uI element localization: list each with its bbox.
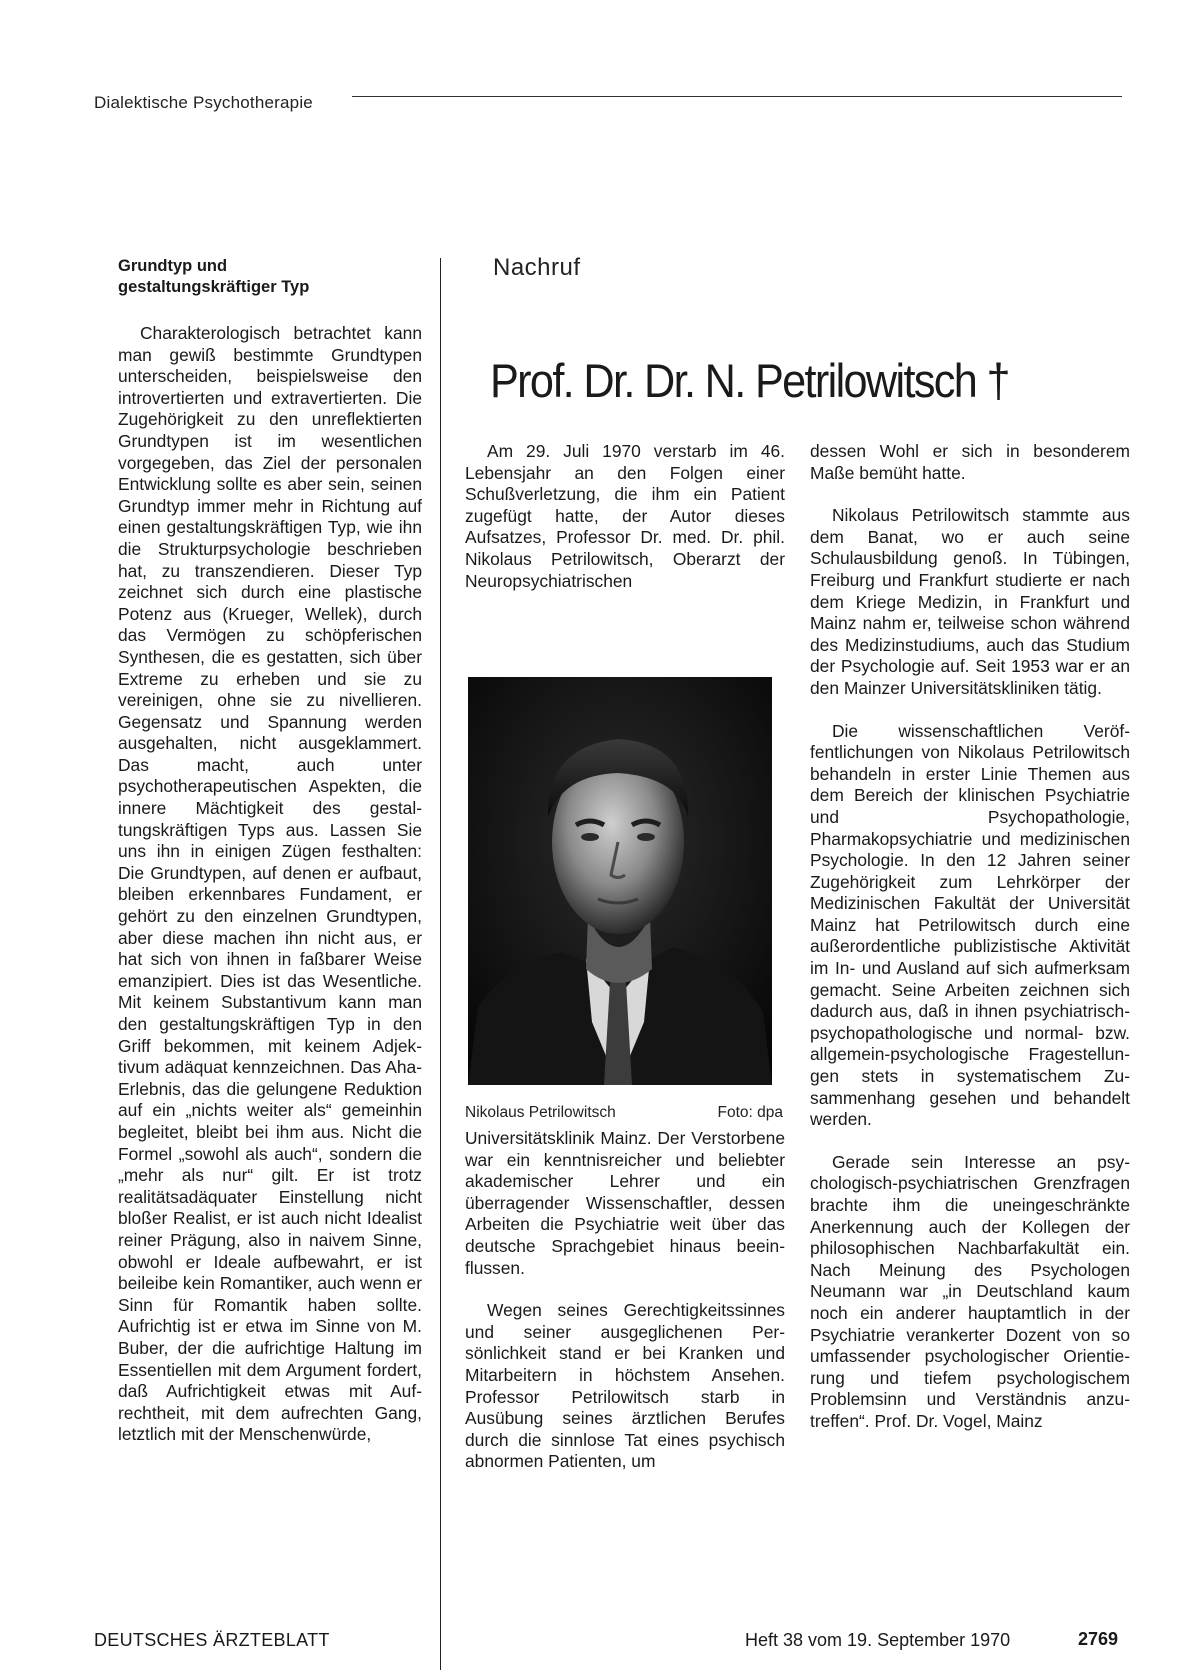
footer-journal: DEUTSCHES ÄRZTEBLATT — [94, 1630, 330, 1650]
page-number: 2769 — [1078, 1629, 1119, 1649]
footer-issue: Heft 38 vom 19. September 1970 — [745, 1630, 1011, 1650]
middle-paragraph-1: Am 29. Juli 1970 verstarb im 46. Lebensjahr an den Folgen einer Schußverletzung, die ihm ein Patient zugefügt hatte, der Autor dieses Aufsatzes, Professor Dr. med. Dr. phil. Nikolaus Petrilowitsch, Oberarzt der Neuropsychiatrischen — [465, 441, 785, 591]
photo-caption — [465, 1104, 783, 1122]
right-paragraph-3: Die wissenschaftlichen Veröffentlichungen von Nikolaus Petrilowitsch behandeln in erster Linie Themen aus dem Bereich der klinischen Psychiatrie und Psychopathologie, Pharmakopsychiatrie und medizinischen Psychologie. In den 12 Jahren seiner Zugehörigkeit zum Lehrkörper der Medizinischen Fakultät der Universität Mainz hat Petrilowitsch durch eine außerordentliche publizistische Aktivität im In- und Ausland auf sich aufmerksam gemacht. Seine Arbeiten zeichnen sich dadurch aus, daß in ihnen psychiatrisch-psychopathologische und normal- bzw. allgemein-psychologische Fragestellungen stets in systematischem Zusammenhang gesehen und behandelt werden. — [810, 720, 1130, 1130]
caption-credit: Foto: dpa — [717, 1104, 783, 1121]
left-paragraph-1: Charakterologisch betrachtet kann man gewiß bestimmte Grundtypen unterscheiden, beispielsweise den introvertierten und extravertierten. Die Zugehörigkeit zu den unreflektierten Grundtypen ist im wesentlichen vorgegeben, das Ziel der personalen Entwicklung sollte es aber sein, seinen Grundtyp immer mehr in Richtung auf einen gestaltungskräftigen Typ, wie ihn die Strukturpsychologie beschrieben hat, zu transzendieren. Dieser Typ zeichnet sich durch eine plastische Potenz aus (Krueger, Wellek), durch das Vermögen zu schöpferischen Synthesen, die es gestatten, sich über Extreme zu erheben und sie zu vereinigen, ohne sie zu nivellieren. Gegensatz und Spannung werden ausgehalten, nicht ausgeklammert. Das macht, auch unter psychotherapeutischen Aspekten, die innere Mächtigkeit des gestaltungskräftigen Typs aus. Lassen Sie uns ihn in einigen Zügen festhalten: Die Grundtypen, auf denen er aufbaut, bleiben erkennbares Fundament, er gehört zu den einzelnen Grundtypen, aber diese machen ihn nicht aus, er hat sich von ihnen in faßbarer Weise emanzipiert. Dies ist das Wesentliche. Mit keinem Substantivum kann man den gestaltungskräftigen Typ in den Griff bekommen, mit keinem Adjektivum adäquat kennzeichnen. Das Aha-Erlebnis, das die gelungene Reduktion auf ein „nichts weiter als“ gemeinhin begleitet, bleibt bei ihm aus. Nicht die Formel „sowohl als auch“, sondern die „mehr als nur“ gilt. Er ist trotz realitätsadäquater Einstellung nicht bloßer Realist, er ist auch nicht Idealist reiner Prägung, also in naivem Sinne, obwohl er Ideale aufbewahrt, er ist beileibe kein Romantiker, auch wenn er Sinn für Romantik haben sollte. Aufrichtig ist er etwa im Sinne von M. Buber, der die aufrichtige Haltung im Essentiellen mit dem Argument fordert, daß Aufrichtigkeit etwas mit Aufrechtheit, mit dem aufrechten Gang, letztlich mit der Menschenwürde, — [118, 323, 422, 1445]
right-paragraph-2: Nikolaus Petrilowitsch stammte aus dem Banat, wo er auch seine Schulausbildung genoß. In Tübingen, Freiburg und Frankfurt studierte er nach dem Kriege Medizin, in Frankfurt und Mainz nahm er, teilweise schon während des Medizinstudiums, auch das Studium der Psychologie auf. Seit 1953 war er an den Mainzer Universitätskliniken tätig. — [810, 505, 1130, 698]
section-heading — [118, 256, 418, 298]
obituary-title: Prof. Dr. Dr. N. Petrilowitsch † — [490, 354, 1009, 407]
left-column — [118, 323, 422, 1446]
obituary-kicker: Nachruf — [493, 254, 581, 281]
right-paragraph-4: Gerade sein Interesse an psychologisch-psychiatrischen Grenzfragen brachte ihm die uneingeschränkte Anerkennung auch der Kollegen der philosophischen Nachbarfakultät ein. Nach Meinung des Psychologen Neumann war „in Deutschland kaum noch ein anderer hauptamtlich in der Psychiatrie verankerter Dozent von so umfassender psychologischer Orientierung und tiefem psychologischem Problemsinn und Verständnis anzutreffen“. Prof. Dr. Vogel, Mainz — [810, 1151, 1130, 1431]
column-divider — [440, 258, 441, 1670]
right-column — [810, 441, 1130, 1433]
caption-name: Nikolaus Petrilowitsch — [465, 1104, 616, 1121]
middle-column-top — [465, 441, 785, 592]
portrait-image — [468, 677, 772, 1085]
section-heading-line-1: Grundtyp und — [118, 257, 228, 275]
right-paragraph-1: dessen Wohl er sich in besonderem Maße bemüht hatte. — [810, 441, 1130, 483]
middle-paragraph-3: Wegen seines Gerechtigkeitssinnes und seiner ausgeglichenen Persönlichkeit stand er bei Kranken und Mitarbeitern in höchstem Ansehen. Professor Petrilowitsch starb in Ausübung seines ärztlichen Berufes durch die sinnlose Tat eines psychisch abnormen Patienten, um — [465, 1300, 785, 1472]
section-heading-line-2: gestaltungskräftiger Typ — [118, 278, 310, 296]
middle-paragraph-2: Universitätsklinik Mainz. Der Verstorbene war ein kenntnisreicher und beliebter akademischer Lehrer und ein überragender Wissenschaftler, dessen Arbeiten die Psychiatrie weit über das deutsche Sprachgebiet hinaus beeinflussen. — [465, 1128, 785, 1278]
header-rule — [352, 96, 1122, 97]
middle-column-bottom — [465, 1128, 785, 1473]
portrait-photo — [468, 677, 772, 1085]
running-head: Dialektische Psychotherapie — [94, 93, 313, 112]
